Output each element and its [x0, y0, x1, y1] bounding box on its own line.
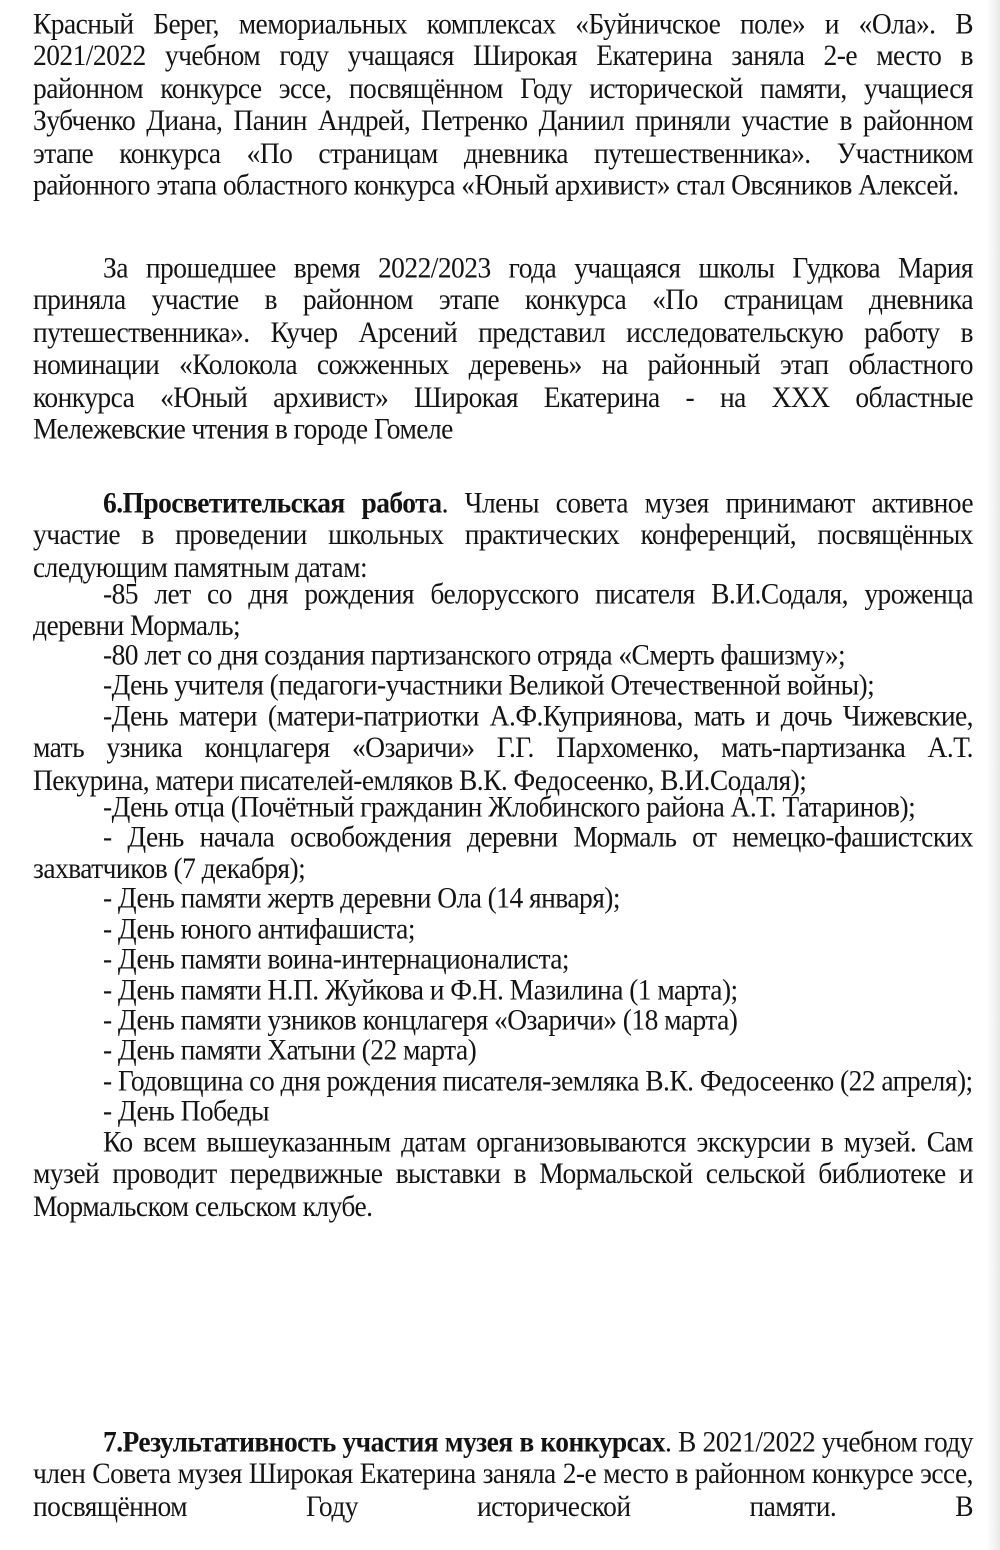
list-item: - День начала освобождения деревни Мормаль от немецко-фашистских захватчиков (7 декабря);: [33, 820, 973, 886]
section-7-results: [33, 1424, 973, 1523]
paragraph-competitions-2021: [33, 6, 973, 201]
list-item: - День памяти жертв деревни Ола (14 января);: [103, 881, 620, 915]
section-7-text: . В 2021/2022 учебном году член Совета музея Широкая Екатерина заняла 2-е место в районном конкурсе эссе, посвящённом Году исторической памяти. В: [33, 1424, 973, 1523]
section-6-intro: [33, 487, 973, 584]
paragraph-text: За прошедшее время 2022/2023 года учащаяся школы Гудкова Мария приняла участие в районном этапе конкурса «По страницам дневника путешественника». Кучер Арсений представил исследовательскую работу в номинации «Колокола сожженных деревень» на районный этап областного конкурса «Юный архивист» Широкая Екатерина - на XXX областные Мележевские чтения в городе Гомеле: [33, 250, 973, 445]
list-item: - День памяти Н.П. Жуйкова и Ф.Н. Мазилина (1 марта);: [103, 972, 738, 1006]
list-item: -85 лет со дня рождения белорусского писателя В.И.Содаля, уроженца деревни Мормаль;: [33, 577, 973, 643]
scan-edge-shadow: [986, 0, 1000, 1550]
list-item: - День памяти Хатыни (22 марта): [103, 1033, 477, 1067]
list-item: - День памяти воина-интернационалиста;: [103, 942, 570, 975]
section-6-intro-text: . Члены совета музея принимают активное участие в проведении школьных практических конференций, посвящённых следующим памятным датам:: [33, 485, 973, 584]
list-item: - Годовщина со дня рождения писателя-земляка В.К. Федосеенко (22 апреля);: [103, 1063, 973, 1097]
section-6-educational-work: [33, 485, 973, 1222]
list-item: - День Победы: [103, 1094, 269, 1127]
list-item: - День памяти узников концлагеря «Озаричи» (18 марта): [103, 1002, 738, 1036]
paragraph-competitions-2022: [33, 250, 973, 445]
list-item: -День учителя (педагоги-участники Великой Отечественной войны);: [103, 668, 875, 702]
section-6-closing: Ко всем вышеуказанным датам организовываются экскурсии в музей. Сам музей проводит передвижные выставки в Мормальской сельской библиотеке и Мормальском сельском клубе.: [33, 1124, 973, 1222]
list-item: -80 лет со дня создания партизанского отряда «Смерть фашизму»;: [103, 637, 846, 671]
paragraph-text: Красный Берег, мемориальных комплексах «Буйничское поле» и «Ола». В 2021/2022 учебном году учащаяся Широкая Екатерина заняла 2-е место в районном конкурсе эссе, посвящённом Году исторической памяти, учащиеся Зубченко Диана, Панин Андрей, Петренко Даниил приняли участие в районном этапе конкурса «По страницам дневника путешественника». Участником районного этапа областного конкурса «Юный архивист» стал Овсяников Алексей.: [33, 6, 973, 201]
list-item: -День матери (матери-патриотки А.Ф.Куприянова, мать и дочь Чижевские, мать узника концлагеря «Озаричи» Г.Г. Пархоменко, мать-партизанка А.Т. Пекурина, матери писателей-емляков В.К. Федосеенко, В.И.Содаля);: [33, 698, 973, 797]
section-7-heading: 7.Результативность участия музея в конкурсах: [103, 1424, 666, 1458]
section-7-paragraph: [33, 1426, 973, 1523]
list-item: -День отца (Почётный гражданин Жлобинского района А.Т. Татаринов);: [103, 790, 916, 823]
memorial-dates-list: [33, 578, 973, 1125]
list-item: - День юного антифашиста;: [103, 911, 415, 945]
section-6-heading: 6.Просветительская работа: [103, 485, 442, 519]
